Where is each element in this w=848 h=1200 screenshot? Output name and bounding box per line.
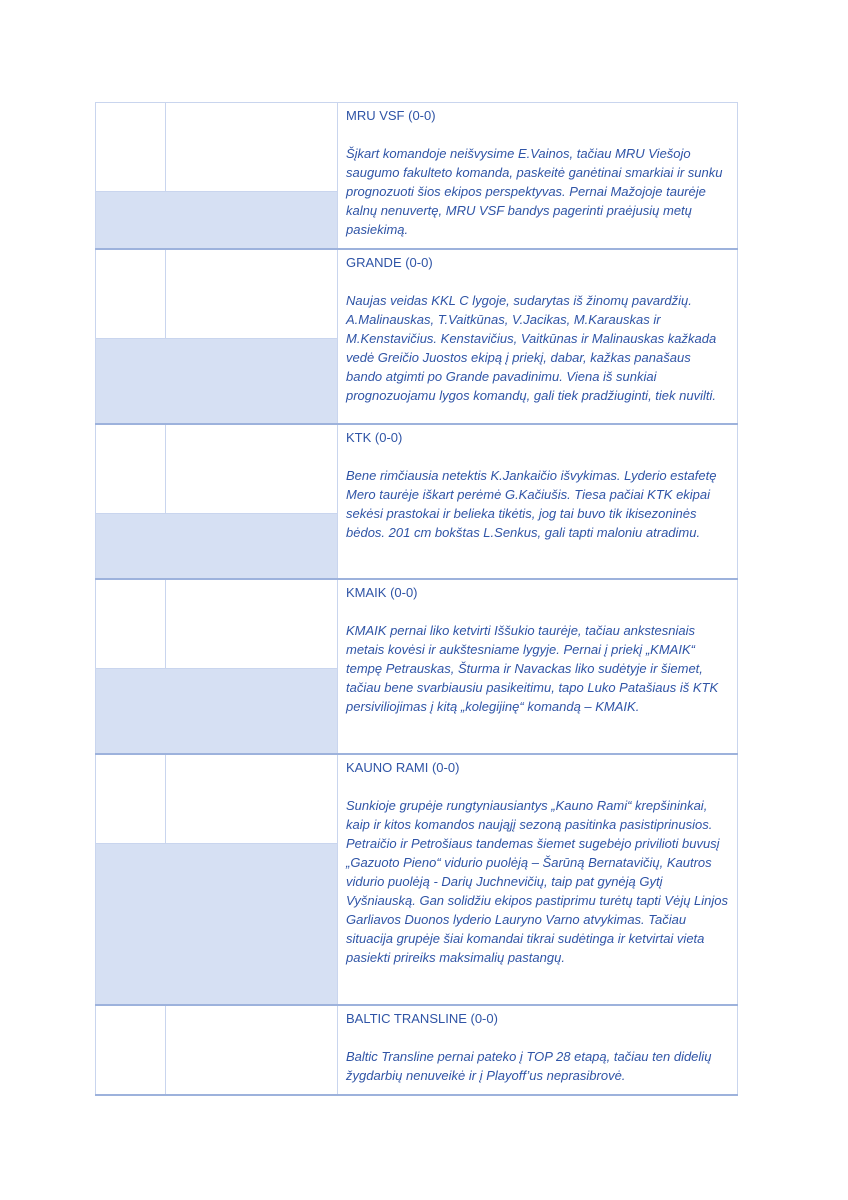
team-preview-table (95, 102, 738, 1096)
team-description-cell (337, 755, 738, 1004)
team-description: Bene rimčiausia netektis K.Jankaičio išvykimas. Lyderio estafetę Mero taurėje iškart perėmė G.Kačiušis. Tiesa pačiai KTK ekipai sekėsi prastokai ir belieka tikėtis, jog tai buvo tik ikisezoninės bėdos. 201 cm bokštas L.Senkus, gali tapti maloniu atradimu. (346, 468, 717, 540)
team-title: MRU VSF (0-0) (346, 108, 436, 123)
empty-cell (96, 755, 166, 844)
team-row (95, 425, 738, 580)
team-title: KAUNO RAMI (0-0) (346, 760, 460, 775)
left-cells (95, 250, 337, 423)
shaded-cell (96, 338, 337, 423)
team-description: Šįkart komandoje neišvysime E.Vainos, tačiau MRU Viešojo saugumo fakulteto komanda, paskeitė ganėtinai smarkiai ir sunku prognozuoti šios ekipos perspektyvas. Pernai Mažojoje taurėje kalnų nenuvertę, MRU VSF bandys pagerinti praėjusių metų pasiekimą. (346, 146, 723, 237)
left-cells (95, 1006, 337, 1094)
empty-cell (96, 103, 166, 192)
team-description: Sunkioje grupėje rungtyniausiantys „Kauno Rami“ krepšininkai, kaip ir kitos komandos naująjį sezoną pasitinka pasistiprinusios. Petraičio ir Petrošiaus tandemas šiemet sugebėjo privilioti buvusį „Gazuoto Pieno“ vidurio puolėją – Šarūną Bernatavičių, Kautros vidurio puolėją - Darių Juchnevičių, taip pat gynėją Gytį Vyšniauską. Gan solidžiu ekipos pastiprimu turėtų tapti Vėjų Linjos Garliavos Duonos lyderio Lauryno Varno atvykimas. Tačiau situacija grupėje šiai komandai tikrai sudėtinga ir ketvirtai vieta pasiekti prireiks maksimalių pastangų. (346, 798, 729, 965)
team-description-cell (337, 1006, 738, 1094)
empty-cell (96, 425, 166, 514)
left-cells (95, 755, 337, 1004)
team-row (95, 580, 738, 755)
team-description-cell (337, 580, 738, 753)
left-cells (95, 103, 337, 248)
empty-cell (96, 1006, 166, 1094)
team-description: Naujas veidas KKL C lygoje, sudarytas iš žinomų pavardžių. A.Malinauskas, T.Vaitkūnas, V.Jacikas, M.Karauskas ir M.Kenstavičius. Kenstavičius, Vaitkūnas ir Malinauskas kažkada vedė Greičio Juostos ekipą į priekį, dabar, kažkas panašaus bando atgimti po Grande pavadinimu. Viena iš sunkiai prognozuojamu lygos komandų, gali tiek pradžiuginti, tiek nuvilti. (346, 293, 717, 403)
shaded-cell (96, 668, 337, 753)
left-cells (95, 580, 337, 753)
shaded-cell (96, 191, 337, 248)
team-description-cell (337, 250, 738, 423)
team-title: KMAIK (0-0) (346, 585, 418, 600)
team-description-cell (337, 103, 738, 248)
left-cells (95, 425, 337, 578)
empty-cell (96, 580, 166, 669)
team-title: BALTIC TRANSLINE (0-0) (346, 1011, 498, 1026)
team-row (95, 1006, 738, 1096)
team-row (95, 102, 738, 250)
shaded-cell (96, 843, 337, 1004)
team-row (95, 755, 738, 1006)
team-title: GRANDE (0-0) (346, 255, 433, 270)
empty-cell (96, 250, 166, 339)
team-row (95, 250, 738, 425)
team-description: Baltic Transline pernai pateko į TOP 28 etapą, tačiau ten didelių žygdarbių nenuveikė ir į Playoff’us neprasibrovė. (346, 1049, 712, 1083)
team-description-cell (337, 425, 738, 578)
shaded-cell (96, 513, 337, 578)
team-title: KTK (0-0) (346, 430, 403, 445)
team-description: KMAIK pernai liko ketvirti Iššukio taurėje, tačiau ankstesniais metais kovėsi ir aukštesniame lygyje. Pernai į priekį „KMAIK“ tempę Petrauskas, Šturma ir Navackas liko sudėtyje ir šiemet, tačiau bene svarbiausiu pasikeitimu, tapo Luko Patašiaus iš KTK persiviliojimas į kitą „kolegijinę“ komandą – KMAIK. (346, 623, 719, 714)
